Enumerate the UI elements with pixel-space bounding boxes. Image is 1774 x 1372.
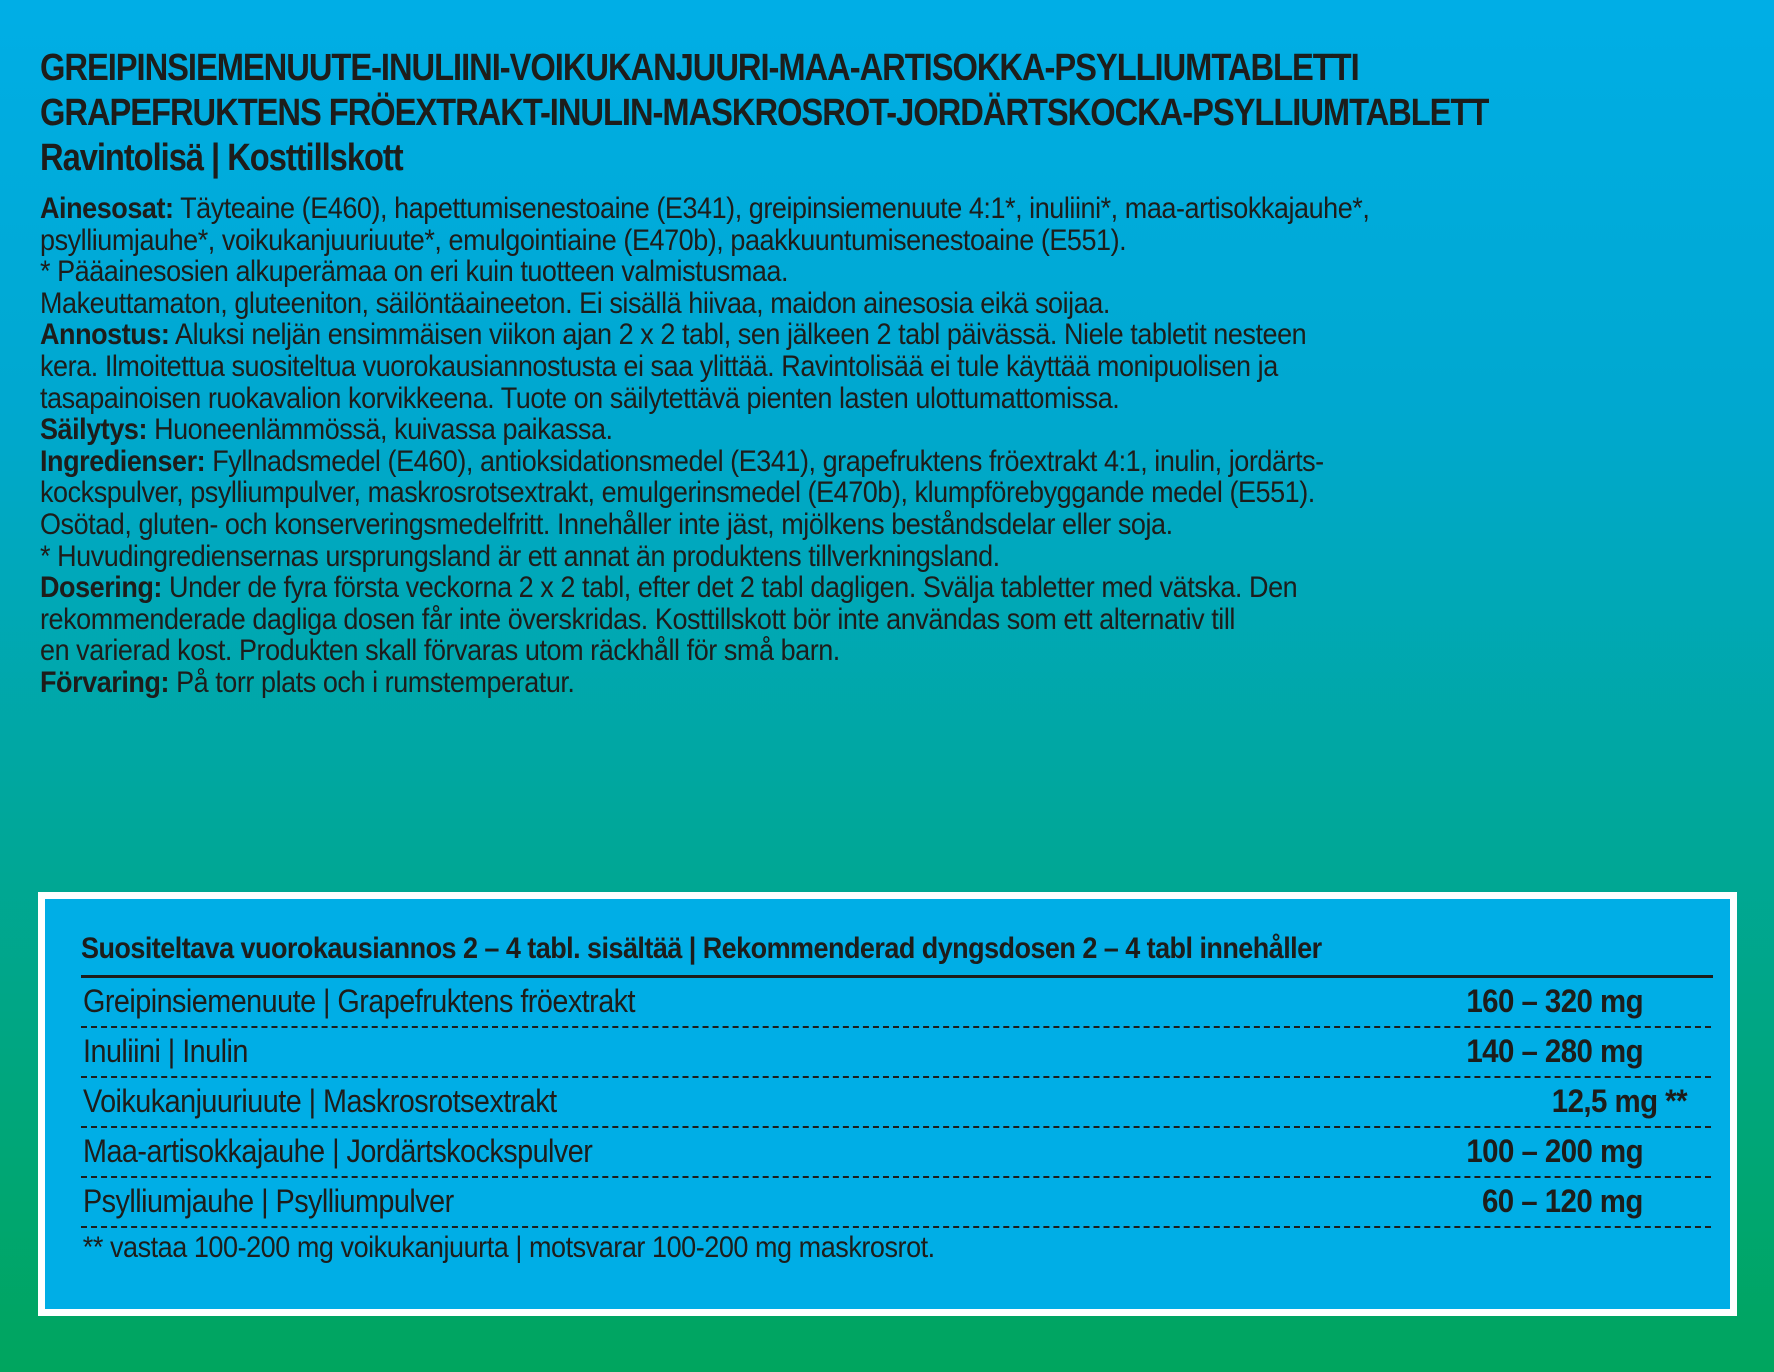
text-annostus-line2: kera. Ilmoitettua suositeltua vuorokausiannostusta ei saa ylittää. Ravintolisää ei tule käyttää monipuolisen ja — [40, 349, 1278, 383]
table-row — [81, 978, 1711, 1028]
title-swedish: GRAPEFRUKTENS FRÖEXTRAKT-INULIN-MASKROSROT-JORDÄRTSKOCKA-PSYLLIUMTABLETT — [40, 92, 1489, 134]
row-name: Voikukanjuuriuute | Maskrosrotsextrakt — [83, 1083, 557, 1119]
dietary-finnish: Makeuttamaton, gluteeniton, säilöntäaineeton. Ei sisällä hiivaa, maidon ainesosia eikä soijaa. — [40, 286, 1110, 320]
table-row — [81, 1128, 1711, 1178]
label-sailytys: Säilytys: — [40, 413, 148, 447]
text-ainesosat: Täyteaine (E460), hapettumisenestoaine (E341), greipinsiemenuute 4:1*, inuliini*, maa-artisokkajauhe*, — [173, 192, 1370, 225]
label-annostus: Annostus: — [40, 318, 170, 352]
label-ingredienser: Ingredienser: — [40, 444, 206, 478]
paragraph-ainesosat — [40, 193, 1750, 256]
text-dosering: Under de fyra första veckorna 2 x 2 tabl, efter det 2 tabl dagligen. Svälja tabletter med vätska. Den — [161, 571, 1298, 605]
table-row — [81, 1078, 1711, 1128]
label-dosering: Dosering: — [40, 571, 162, 605]
text-sailytys: Huoneenlämmössä, kuivassa paikassa. — [147, 413, 613, 447]
footnote-finnish: * Pääainesosien alkuperämaa on eri kuin tuotteen valmistusmaa. — [40, 255, 789, 289]
text-annostus-line3: tasapainoisen ruokavalion korvikkeena. Tuote on säilytettävä pienten lasten ulottumattomissa. — [40, 381, 1120, 415]
nutrition-table — [81, 929, 1711, 1268]
row-amount: 140 – 280 mg — [1466, 1033, 1643, 1069]
text-dosering-line2: rekommenderade dagliga dosen får inte överskridas. Kosttillskott bör inte användas som ett alternativ till — [40, 602, 1235, 636]
nutrition-table-box — [38, 892, 1737, 1316]
text-ingredienser: Fyllnadsmedel (E460), antioksidationsmedel (E341), grapefruktens fröextrakt 4:1, inulin, jordärts- — [205, 444, 1324, 478]
table-footnote: ** vastaa 100-200 mg voikukanjuurta | motsvarar 100-200 mg maskrosrot. — [82, 1231, 935, 1264]
row-name: Psylliumjauhe | Psylliumpulver — [83, 1183, 454, 1219]
row-amount: 100 – 200 mg — [1466, 1133, 1643, 1169]
text-annostus: Aluksi neljän ensimmäisen viikon ajan 2 x 2 tabl, sen jälkeen 2 tabl päivässä. Niele tabletit nesteen — [169, 318, 1307, 352]
row-name: Inuliini | Inulin — [83, 1033, 248, 1069]
paragraph-annostus — [40, 319, 1750, 414]
table-row — [81, 1178, 1711, 1228]
paragraph-dosering — [40, 572, 1750, 667]
text-forvaring: På torr plats och i rumstemperatur. — [169, 665, 575, 699]
row-amount: 12,5 mg ** — [1551, 1083, 1687, 1119]
paragraph-forvaring — [40, 667, 1750, 699]
row-name: Maa-artisokkajauhe | Jordärtskockspulver — [83, 1133, 593, 1169]
paragraph-ingredienser — [40, 446, 1750, 541]
label-forvaring: Förvaring: — [40, 665, 170, 699]
label-ainesosat: Ainesosat: — [40, 192, 174, 225]
text-ingredienser-line2: kockspulver, psylliumpulver, maskrosrotsextrakt, emulgerinsmedel (E470b), klumpförebyggande medel (E551). — [40, 476, 1315, 510]
title-finnish: GREIPINSIEMENUUTE-INULIINI-VOIKUKANJUURI-MAA-ARTISOKKA-PSYLLIUMTABLETTI — [40, 47, 1359, 89]
table-header: Suositeltava vuorokausiannos 2 – 4 tabl. sisältää | Rekommenderad dyngsdosen 2 – 4 tabl innehåller — [81, 932, 1322, 965]
subtitle-category: Ravintolisä | Kosttillskott — [40, 137, 403, 179]
ingredient-text — [40, 193, 1750, 699]
row-amount: 60 – 120 mg — [1482, 1183, 1643, 1219]
row-name: Greipinsiemenuute | Grapefruktens fröextrakt — [83, 983, 635, 1019]
text-ingredienser-line3: Osötad, gluten- och konserveringsmedelfritt. Innehåller inte jäst, mjölkens beståndsdelar eller soja. — [40, 507, 1173, 541]
footnote-swedish: * Huvudingrediensernas ursprungsland är ett annat än produktens tillverkningsland. — [40, 539, 1000, 573]
text-ainesosat-line2: psylliumjauhe*, voikukanjuuriuute*, emulgointiaine (E470b), paakkuuntumisenestoaine (E551). — [40, 223, 1127, 257]
paragraph-sailytys — [40, 414, 1750, 446]
row-amount: 160 – 320 mg — [1466, 983, 1643, 1019]
table-row — [81, 1028, 1711, 1078]
text-dosering-line3: en varierad kost. Produkten skall förvaras utom räckhåll för små barn. — [40, 634, 840, 668]
label-content — [40, 46, 1740, 699]
